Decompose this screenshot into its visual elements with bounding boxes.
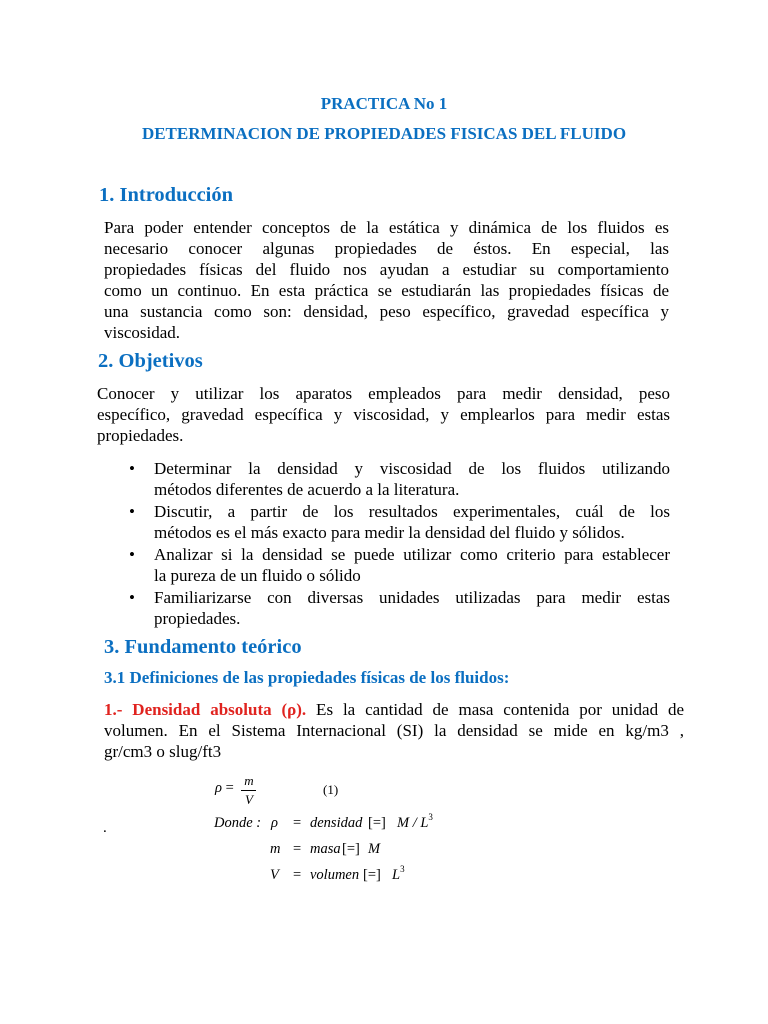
- bullet-icon: •: [129, 545, 135, 564]
- practice-number-title: PRACTICA No 1: [320, 94, 448, 113]
- density-definition-text: Es la cantidad de masa contenida por unidad de: [306, 700, 685, 719]
- var-m-name: masa: [310, 841, 341, 857]
- objectives-paragraph: [97, 383, 670, 446]
- objectives-line: Conocer y utilizar los aparatos empleados para medir densidad, peso: [97, 384, 670, 403]
- objectives-heading: 2. Objetivos: [98, 350, 203, 372]
- objectives-line: específico, gravedad específica y viscosidad, y emplearlos para medir estas: [97, 405, 670, 424]
- density-definition-line: gr/cm3 o slug/ft3: [104, 742, 222, 761]
- var-v-name: volumen: [310, 867, 360, 883]
- density-definition-line: volumen. En el Sistema Internacional (SI) la densidad se mide en kg/m3 ,: [104, 721, 684, 740]
- var-rho-unit-sign: [=]: [368, 815, 386, 831]
- list-item-line: métodos diferentes de acuerdo a la literatura.: [154, 480, 460, 499]
- var-v-dim-text: L: [392, 867, 401, 883]
- fraction-bar: [241, 790, 256, 791]
- var-rho-dimension: [397, 812, 433, 832]
- intro-line: necesario conocer algunas propiedades de éstos. En especial, las: [104, 239, 669, 258]
- theory-subheading: 3.1 Definiciones de las propiedades físicas de los fluidos:: [104, 668, 510, 687]
- var-v-dimension: [392, 864, 405, 884]
- list-item: [129, 587, 670, 629]
- list-item-line: métodos es el más exacto para medir la densidad del fluido y sólidos.: [154, 523, 625, 542]
- donde-label: Donde :: [214, 815, 262, 831]
- var-rho-name: densidad: [310, 815, 363, 831]
- list-item-line: Determinar la densidad y viscosidad de los fluidos utilizando: [154, 459, 670, 478]
- formula-density: [215, 780, 234, 797]
- intro-line: Para poder entender conceptos de la estática y dinámica de los fluidos es: [104, 218, 669, 237]
- formula-rho: ρ: [215, 780, 222, 796]
- var-m-symbol: m: [270, 841, 281, 857]
- var-v-unit-sign: [=]: [363, 867, 381, 883]
- formula-denominator: V: [245, 792, 253, 807]
- list-item-line: la pureza de un fluido o sólido: [154, 566, 361, 585]
- document-title: DETERMINACION DE PROPIEDADES FISICAS DEL FLUIDO: [141, 124, 627, 143]
- intro-heading: 1. Introducción: [99, 184, 234, 206]
- list-item-line: Familiarizarse con diversas unidades utilizadas para medir estas: [154, 588, 670, 607]
- intro-paragraph: [104, 217, 669, 343]
- bullet-icon: •: [129, 459, 135, 478]
- intro-line: viscosidad.: [104, 323, 181, 342]
- var-rho-exponent: 3: [428, 812, 433, 822]
- var-v-symbol: V: [270, 867, 279, 883]
- var-v-exponent: 3: [400, 864, 405, 874]
- equation-number: (1): [323, 782, 339, 797]
- var-m-dimension: M: [368, 841, 381, 857]
- intro-line: propiedades físicas del fluido nos ayudan a estudiar su comportamiento: [104, 260, 669, 279]
- var-rho-equals: =: [293, 815, 302, 831]
- list-item-line: Discutir, a partir de los resultados experimentales, cuál de los: [154, 502, 670, 521]
- list-item: [129, 458, 670, 500]
- density-definition-line: [104, 699, 684, 720]
- var-rho-symbol: ρ: [271, 815, 278, 831]
- intro-line: como un continuo. En esta práctica se estudiarán las propiedades físicas de: [104, 281, 669, 300]
- var-m-equals: =: [293, 841, 302, 857]
- list-item-line: propiedades.: [154, 609, 241, 628]
- theory-heading: 3. Fundamento teórico: [104, 636, 302, 658]
- objectives-line: propiedades.: [97, 426, 184, 445]
- stray-dot: .: [103, 820, 107, 836]
- var-m-unit-sign: [=]: [342, 841, 360, 857]
- formula-numerator: m: [244, 773, 254, 788]
- intro-line: una sustancia como son: densidad, peso específico, gravedad específica y: [104, 302, 669, 321]
- formula-equals: =: [225, 780, 234, 796]
- var-rho-dim-text: M / L: [397, 815, 429, 831]
- list-item-line: Analizar si la densidad se puede utilizar como criterio para establecer: [154, 545, 670, 564]
- bullet-icon: •: [129, 502, 135, 521]
- bullet-icon: •: [129, 588, 135, 607]
- var-v-equals: =: [293, 867, 302, 883]
- list-item: [129, 544, 670, 586]
- objectives-list: [129, 458, 670, 630]
- list-item: [129, 501, 670, 543]
- density-term: 1.- Densidad absoluta (ρ).: [104, 700, 307, 719]
- density-definition: [104, 699, 684, 762]
